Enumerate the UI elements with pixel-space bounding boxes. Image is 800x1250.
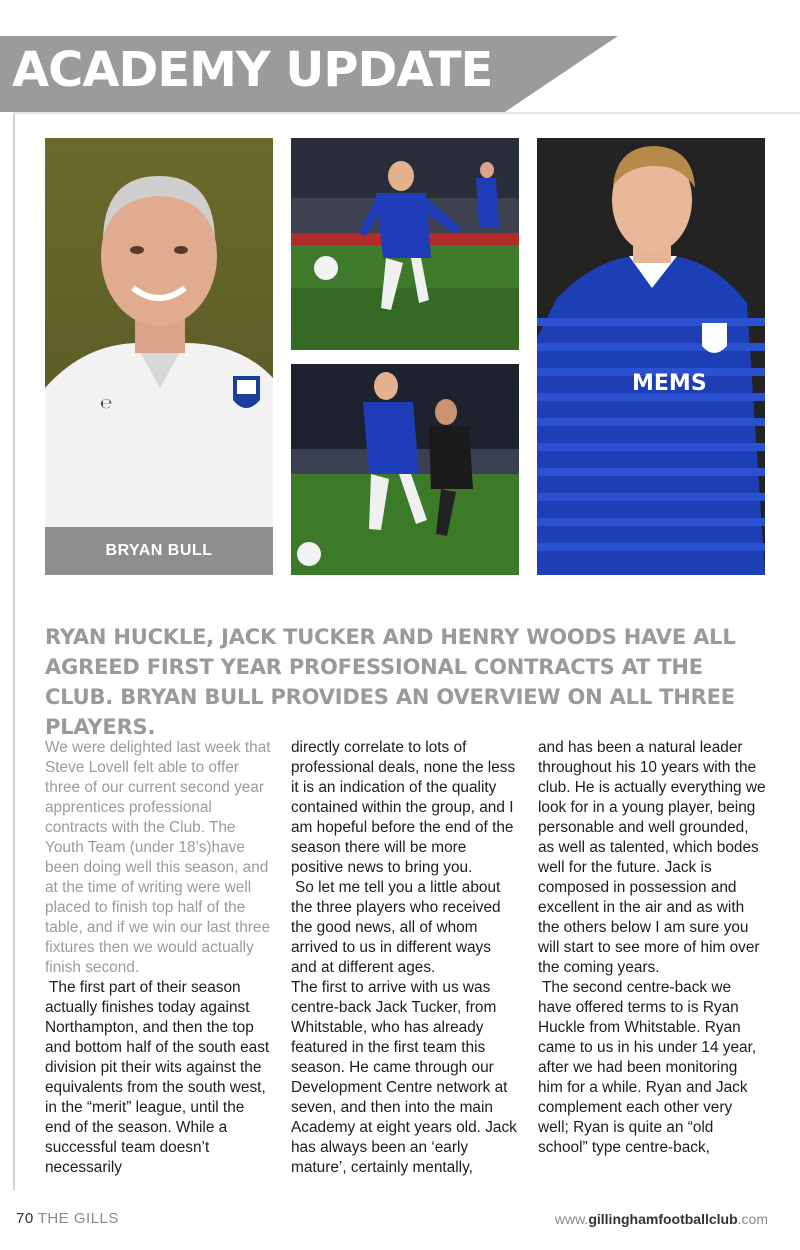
article-paragraph: The first part of their season actually finishes today against Northampton, and then the top and bottom half of the south east division pit their wits against the equivalents from the south west, in the “merit” league, until the end of the season. While a successful team doesn’t necessarily [45, 979, 270, 1176]
bryan-bull-photo [45, 138, 273, 575]
article-paragraph: and has been a natural leader throughout his 10 years with the club. He is actually everything we look for in a young player, being personable and well grounded, as well as talented, which bodes well for the future. Jack is composed in possession and excellent in the air and as with the others below I am sure you will start to see more of him over the coming years. [538, 739, 766, 976]
article-column-1 [45, 738, 273, 1178]
article-paragraph: The second centre-back we have offered terms to is Ryan Huckle from Whitstable. Ryan came to us in his under 14 year, after we had been monitoring him for a while. Ryan and Jack complement each other very well; Ryan is quite an “old school” type centre-back, [538, 979, 757, 1156]
shirt-sponsor-text: MEMS [632, 371, 707, 396]
player-action-photo-bottom [291, 364, 519, 575]
website-url [555, 1211, 768, 1227]
article-paragraph: The first to arrive with us was centre-back Jack Tucker, from Whitstable, who has already featured in the first team this season. He came through our Development Centre network at seven, and then into the main Academy at eight years old. Jack has always been an ‘early mature’, certainly mentally, [291, 979, 517, 1176]
url-prefix: www. [554, 1211, 589, 1227]
page-number: 70 [16, 1210, 34, 1227]
url-domain: gillinghamfootballclub [588, 1211, 738, 1227]
publication-name: THE GILLS [37, 1210, 119, 1227]
article-paragraph: So let me tell you a little about the three players who received the good news, all of whom arrived to us in different ways and at different ages. [291, 879, 501, 976]
article-paragraph: directly correlate to lots of professional deals, none the less it is an indication of the quality contained within the group, and I am hopeful before the end of the season there will be more positive news to bring you. [291, 739, 516, 876]
article-column-3 [538, 738, 766, 1158]
page-frame-left [13, 112, 15, 1190]
article-column-2 [291, 738, 519, 1178]
header-band [0, 0, 800, 112]
page-footer-left [16, 1210, 119, 1227]
svg-text:℮: ℮ [100, 396, 112, 412]
page-frame-top [13, 112, 800, 114]
photo-caption: BRYAN BULL [45, 527, 273, 575]
player-action-photo-top [291, 138, 519, 350]
article-lead-paragraph: We were delighted last week that Steve Lovell felt able to offer three of our current second year apprentices professional contracts with the Club. The Youth Team (under 18’s)have been doing well this season, and at the time of writing were well placed to finish top half of the table, and if we win our last three fixtures then we would actually finish second. [45, 739, 271, 976]
page-title: ACADEMY UPDATE [12, 42, 493, 98]
url-suffix: .com [737, 1211, 768, 1227]
player-portrait-photo [537, 138, 765, 575]
article-intro: RYAN HUCKLE, JACK TUCKER AND HENRY WOODS HAVE ALL AGREED FIRST YEAR PROFESSIONAL CONTRACTS AT THE CLUB. BRYAN BULL PROVIDES AN OVERVIEW ON ALL THREE PLAYERS. [45, 625, 736, 739]
